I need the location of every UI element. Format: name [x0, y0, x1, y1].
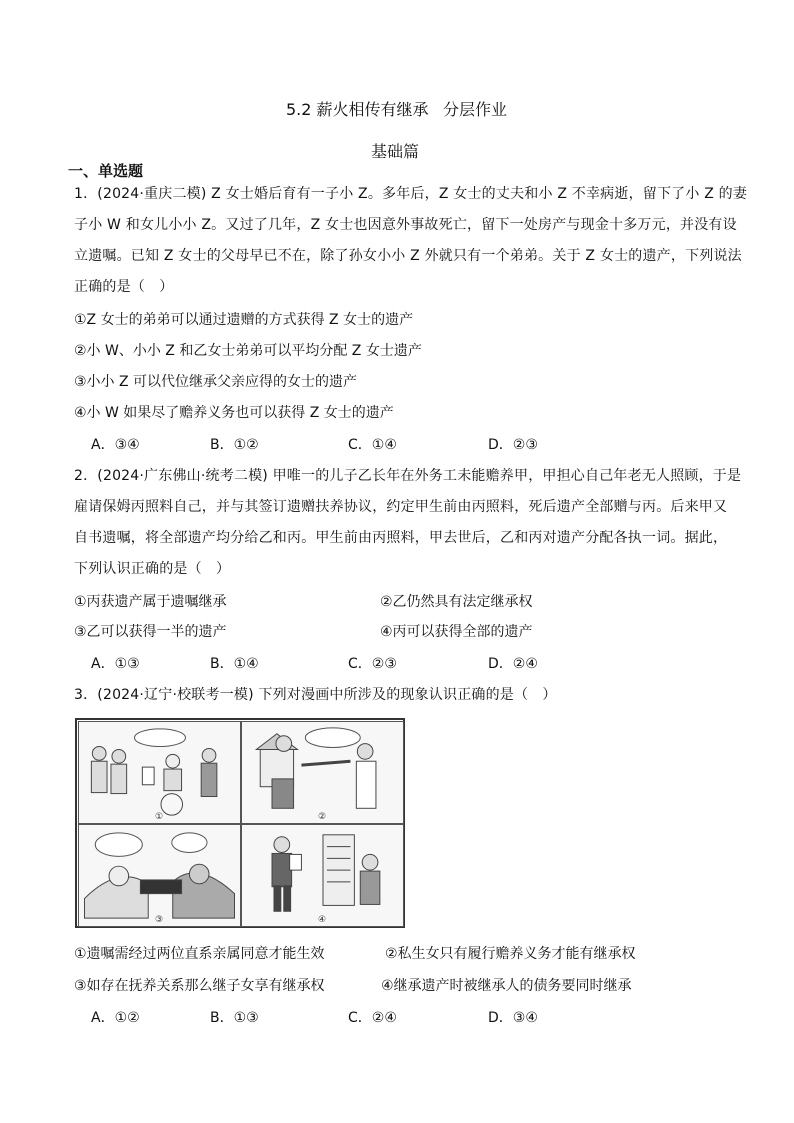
q1-line-1: 1．(2024·重庆二模) Z 女士婚后育有一子小 Z。多年后，Z 女士的丈夫和小 Z 不幸病逝，留下了小 Z 的妻 — [74, 186, 748, 202]
q2-item-1: ①丙获遗产属于遗嘱继承 — [74, 594, 227, 610]
q2-line-4: 下列认识正确的是（ ） — [74, 561, 231, 577]
q3-item-1: ①遗嘱需经过两位直系亲属同意才能生效 — [74, 946, 325, 962]
q1-option-a[interactable]: A．③④ — [91, 437, 140, 453]
q2-item-4: ④丙可以获得全部的遗产 — [380, 624, 533, 640]
q1-line-2: 子小 W 和女儿小小 Z。又过了几年，Z 女士也因意外事故死亡，留下一处房产与现金十多万元，并没有设 — [74, 217, 737, 233]
comic-panel-4 — [241, 824, 404, 927]
comic-panel-2 — [241, 721, 404, 824]
q3-option-c[interactable]: C．②④ — [348, 1010, 397, 1026]
q3-item-2: ②私生女只有履行赡养义务才能有继承权 — [385, 946, 636, 962]
page-subtitle: 基础篇 — [371, 142, 420, 161]
comic-panel-4-drawing — [242, 825, 403, 926]
q2-option-b[interactable]: B．①④ — [210, 656, 259, 672]
q3-item-4: ④继承遗产时被继承人的债务要同时继承 — [381, 978, 632, 994]
q1-item-2: ②小 W、小小 Z 和乙女士弟弟可以平均分配 Z 女士遗产 — [74, 343, 422, 359]
comic-image — [75, 718, 405, 928]
q1-option-b[interactable]: B．①② — [210, 437, 259, 453]
q1-line-3: 立遗嘱。已知 Z 女士的父母早已不在，除了孙女小小 Z 外就只有一个弟弟。关于 Z 女士的遗产，下列说法 — [74, 248, 742, 264]
q3-stem: 3．(2024·辽宁·校联考一模) 下列对漫画中所涉及的现象认识正确的是（ ） — [74, 687, 557, 703]
q3-option-b[interactable]: B．①③ — [210, 1010, 259, 1026]
q2-option-d[interactable]: D．②④ — [488, 656, 538, 672]
comic-panel-1-label: ① — [155, 812, 164, 822]
comic-panel-4-label: ④ — [318, 915, 327, 925]
q1-item-4: ④小 W 如果尽了赡养义务也可以获得 Z 女士的遗产 — [74, 405, 394, 421]
q3-option-a[interactable]: A．①② — [91, 1010, 140, 1026]
page-title-left: 5.2 薪火相传有继承 — [286, 100, 429, 119]
comic-panel-2-drawing — [242, 722, 403, 823]
q2-option-a[interactable]: A．①③ — [91, 656, 140, 672]
page-title-right: 分层作业 — [443, 100, 508, 119]
q1-option-c[interactable]: C．①④ — [348, 437, 397, 453]
q2-line-3: 自书遗嘱，将全部遗产均分给乙和丙。甲生前由丙照料，甲去世后，乙和丙对遗产分配各执一词。据此， — [74, 530, 728, 546]
q2-item-2: ②乙仍然具有法定继承权 — [380, 594, 533, 610]
q1-option-d[interactable]: D．②③ — [488, 437, 538, 453]
comic-panel-3 — [78, 824, 241, 927]
q1-line-4: 正确的是（ ） — [74, 279, 174, 295]
section-heading: 一、单选题 — [68, 162, 144, 180]
q2-item-3: ③乙可以获得一半的遗产 — [74, 624, 227, 640]
comic-panel-1-drawing — [79, 722, 240, 823]
comic-panel-2-label: ② — [318, 812, 327, 822]
q2-line-1: 2．(2024·广东佛山·统考二模) 甲唯一的儿子乙长年在外务工未能赡养甲，甲担心自己年老无人照顾，于是 — [74, 468, 742, 484]
q3-option-d[interactable]: D．③④ — [488, 1010, 538, 1026]
q3-item-3: ③如存在抚养关系那么继子女享有继承权 — [74, 978, 325, 994]
q1-item-1: ①Z 女士的弟弟可以通过遗赠的方式获得 Z 女士的遗产 — [74, 312, 414, 328]
q2-line-2: 雇请保姆丙照料自己，并与其签订遗赠扶养协议，约定甲生前由丙照料，死后遗产全部赠与丙。后来甲又 — [74, 499, 728, 515]
comic-panel-1 — [78, 721, 241, 824]
q2-option-c[interactable]: C．②③ — [348, 656, 397, 672]
comic-panel-3-label: ③ — [155, 915, 164, 925]
q1-item-3: ③小小 Z 可以代位继承父亲应得的女士的遗产 — [74, 374, 358, 390]
comic-panel-3-drawing — [79, 825, 240, 926]
